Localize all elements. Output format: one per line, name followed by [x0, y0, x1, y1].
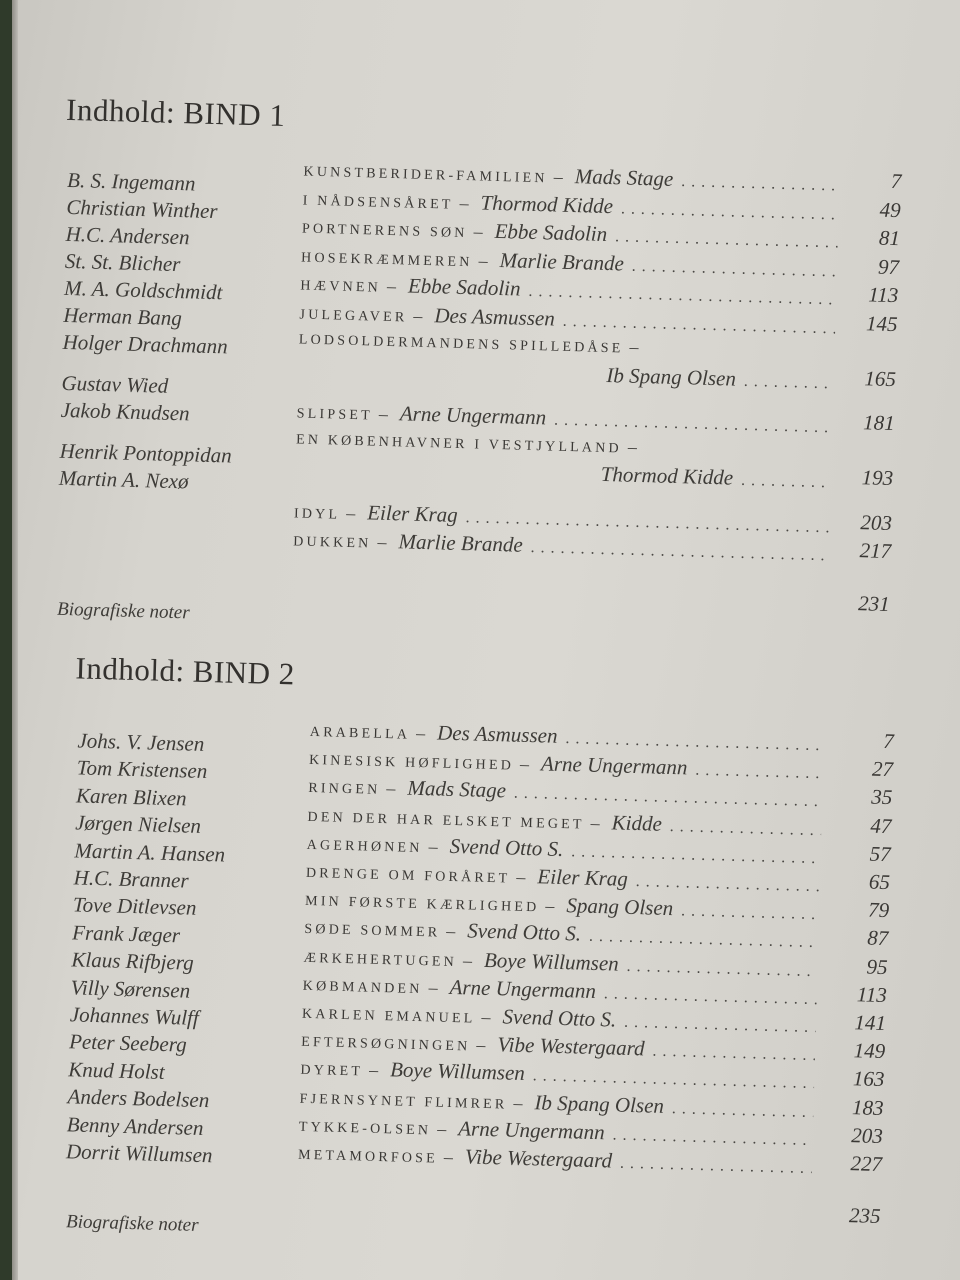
illustrator-name: Svend Otto S.	[449, 833, 564, 861]
leader-dots	[681, 173, 840, 195]
dash-separator: –	[346, 502, 356, 523]
entry-author: Henrik Pontoppidan	[59, 438, 232, 468]
leader-dots	[624, 1014, 816, 1037]
story-title: HOSEKRÆMMEREN	[300, 249, 473, 270]
entry-author: Tom Kristensen	[76, 755, 208, 784]
story-title: TYKKE-OLSEN	[298, 1119, 432, 1139]
page-number: 95	[866, 954, 888, 979]
dash-separator: –	[368, 1060, 379, 1081]
biographical-notes-label: Biografiske noter	[65, 1211, 199, 1237]
illustrator-name: Des Asmussen	[436, 720, 558, 748]
dash-separator: –	[428, 977, 438, 998]
leader-dots	[565, 730, 824, 755]
page-number: 183	[851, 1094, 884, 1120]
story-title: ÆRKEHERTUGEN	[303, 950, 458, 970]
dash-separator: –	[629, 336, 639, 357]
page-number: 27	[871, 756, 894, 782]
notes-page-number: 235	[848, 1203, 881, 1229]
leader-dots	[695, 762, 823, 784]
entry-author: M. A. Goldschmidt	[63, 275, 223, 305]
entry-author: Martin A. Nexø	[58, 465, 189, 494]
entry-author: H.C. Andersen	[65, 221, 190, 250]
illustrator-name: Boye Willumsen	[389, 1057, 526, 1086]
story-title: SØDE SOMMER	[304, 922, 441, 942]
entry-author: B. S. Ingemann	[66, 167, 196, 196]
illustrator-name: Ebbe Sadolin	[494, 218, 608, 246]
dash-separator: –	[386, 275, 397, 297]
illustrator-name: Kidde	[611, 809, 663, 836]
entry-author: Karen Blixen	[75, 783, 187, 811]
dash-separator: –	[476, 1034, 486, 1056]
leader-dots	[589, 928, 819, 952]
page-number: 181	[862, 410, 896, 436]
page-number: 203	[851, 1122, 884, 1148]
entry-author: Johs. V. Jensen	[77, 728, 205, 756]
page-number: 35	[870, 784, 893, 810]
entry-author: Peter Seeberg	[68, 1029, 188, 1057]
entry-author: Benny Andersen	[66, 1111, 204, 1140]
dash-separator: –	[437, 1118, 447, 1139]
page-number: 79	[867, 897, 890, 923]
page-number: 141	[854, 1010, 887, 1036]
notes-page-number: 231	[857, 590, 891, 616]
entry-author: Frank Jæger	[71, 920, 181, 948]
story-title: SLIPSET	[296, 406, 374, 424]
page-number: 193	[861, 465, 894, 491]
dash-separator: –	[446, 921, 456, 942]
dash-separator: –	[545, 895, 555, 916]
story-title: EN KØBENHAVNER I VESTJYLLAND	[295, 431, 623, 456]
entry-author: Holger Drachmann	[62, 329, 229, 359]
entry-author: Johannes Wulff	[69, 1002, 200, 1030]
entry-author: Villy Sørensen	[70, 974, 191, 1003]
entry-author: Gustav Wied	[61, 370, 169, 398]
illustrator-name: Svend Otto S.	[467, 918, 582, 946]
leader-dots	[615, 228, 838, 252]
leader-dots	[571, 843, 821, 868]
leader-dots	[530, 539, 829, 565]
leader-dots	[670, 818, 822, 840]
page-number: 217	[859, 538, 892, 564]
dash-separator: –	[443, 1146, 454, 1168]
dash-separator: –	[478, 249, 488, 271]
page-number: 87	[867, 925, 889, 951]
illustrator-name: Mads Stage	[407, 776, 507, 803]
story-title: PORTNERENS SØN	[301, 221, 468, 242]
illustrator-name: Vibe Westergaard	[497, 1032, 645, 1061]
entry-author: Jørgen Nielsen	[74, 810, 202, 839]
leader-dots	[681, 903, 819, 925]
leader-dots	[604, 985, 817, 1009]
story-title: LODSOLDERMANDENS SPILLEDÅSE	[298, 332, 624, 357]
page-number: 163	[852, 1066, 885, 1092]
page-number: 203	[860, 509, 893, 535]
illustrator-name: Ebbe Sadolin	[407, 273, 521, 301]
story-title: KØBMANDEN	[302, 978, 423, 997]
book-page	[12, 0, 960, 1280]
dash-separator: –	[481, 1006, 491, 1028]
illustrator-name: Des Asmussen	[434, 302, 556, 331]
illustrator-name: Svend Otto S.	[502, 1004, 617, 1032]
dash-separator: –	[516, 866, 526, 887]
page-number: 227	[850, 1151, 883, 1177]
dash-separator: –	[459, 192, 469, 213]
story-title: KARLEN EMANUEL	[301, 1006, 476, 1027]
dash-separator: –	[519, 753, 530, 775]
story-title: KUNSTBERIDER-FAMILIEN	[303, 164, 548, 187]
illustrator-name: Ib Spang Olsen	[606, 362, 737, 391]
story-title: FJERNSYNET FLIMRER	[299, 1091, 508, 1113]
table-of-contents	[12, 0, 960, 1280]
story-title: HÆVNEN	[300, 278, 382, 296]
story-title: ARABELLA	[309, 724, 411, 743]
page-number: 165	[864, 365, 897, 391]
dash-separator: –	[590, 812, 600, 833]
story-title: DRENGE OM FORÅRET	[305, 865, 511, 887]
illustrator-name: Thormod Kidde	[600, 461, 734, 490]
story-title: EFTERSØGNINGEN	[301, 1034, 471, 1055]
entry-author: Christian Winther	[66, 194, 218, 224]
story-title: DYRET	[300, 1063, 364, 1080]
page-number: 7	[883, 728, 895, 754]
illustrator-name: Arne Ungermann	[399, 401, 547, 430]
page-number: 49	[879, 197, 902, 222]
page-number: 145	[865, 310, 898, 336]
entry-author: Anders Bodelsen	[67, 1084, 210, 1113]
page-number: 113	[856, 982, 888, 1007]
dash-separator: –	[386, 778, 396, 799]
story-title: MIN FØRSTE KÆRLIGHED	[304, 894, 540, 916]
entry-author: Jakob Knudsen	[60, 397, 190, 426]
story-title: KINESISK HØFLIGHED	[308, 753, 515, 774]
illustrator-name: Ib Spang Olsen	[534, 1089, 665, 1118]
leader-dots	[532, 1068, 814, 1094]
illustrator-name: Boye Willumsen	[483, 947, 620, 976]
page-number: 47	[870, 813, 892, 838]
entry-author: Knud Holst	[68, 1057, 165, 1084]
illustrator-name: Arne Ungermann	[449, 974, 597, 1003]
leader-dots	[621, 200, 839, 224]
entry-author: Dorrit Willumsen	[65, 1139, 213, 1168]
dash-separator: –	[377, 531, 387, 552]
biographical-notes-label: Biografiske noter	[56, 598, 190, 623]
dash-separator: –	[428, 836, 438, 857]
leader-dots	[626, 957, 817, 980]
dash-separator: –	[462, 949, 473, 971]
illustrator-name: Arne Ungermann	[540, 751, 688, 780]
page-number: 149	[853, 1038, 886, 1064]
illustrator-name: Vibe Westergaard	[464, 1144, 613, 1173]
story-title: METAMORFOSE	[297, 1147, 439, 1167]
story-title: JULEGAVER	[299, 306, 408, 325]
entry-author: Klaus Rifbjerg	[71, 947, 195, 975]
leader-dots	[562, 312, 835, 338]
dash-separator: –	[627, 436, 638, 457]
page-number: 7	[890, 168, 902, 194]
dash-separator: –	[553, 166, 564, 187]
page-number: 97	[877, 254, 900, 279]
illustrator-name: Arne Ungermann	[457, 1115, 605, 1145]
leader-dots	[744, 372, 834, 393]
page-number: 81	[878, 225, 901, 251]
story-title: IDYL	[293, 505, 341, 523]
illustrator-name: Marlie Brande	[499, 247, 625, 275]
leader-dots	[652, 1043, 815, 1066]
entry-author: Martin A. Hansen	[74, 837, 226, 867]
dash-separator: –	[473, 221, 483, 242]
leader-dots	[636, 873, 820, 896]
leader-dots	[528, 283, 836, 310]
volume-title: Indhold: BIND 1	[65, 91, 286, 133]
leader-dots	[632, 257, 838, 281]
entry-author: Tove Ditlevsen	[72, 892, 197, 921]
illustrator-name: Spang Olsen	[566, 893, 674, 921]
story-title: AGERHØNEN	[306, 837, 423, 856]
page-number: 113	[868, 282, 899, 308]
entry-author: Herman Bang	[63, 302, 183, 331]
illustrator-name: Eiler Krag	[366, 499, 459, 527]
leader-dots	[672, 1100, 814, 1122]
story-title: DUKKEN	[292, 534, 372, 552]
story-title: RINGEN	[308, 781, 381, 799]
entry-author: H.C. Branner	[73, 865, 189, 893]
page-number: 65	[868, 869, 891, 895]
page-number: 57	[869, 841, 892, 866]
story-title: I NÅDSENSÅRET	[302, 192, 454, 213]
leader-dots	[620, 1155, 812, 1178]
dash-separator: –	[378, 403, 389, 424]
dash-separator: –	[513, 1092, 523, 1113]
entry-author: St. St. Blicher	[64, 248, 181, 277]
illustrator-name: Marlie Brande	[398, 529, 524, 557]
illustrator-name: Thormod Kidde	[480, 189, 614, 218]
volume-title: Indhold: BIND 2	[75, 650, 296, 692]
illustrator-name: Eiler Krag	[537, 864, 629, 891]
dash-separator: –	[413, 305, 423, 326]
leader-dots	[554, 412, 833, 438]
story-title: DEN DER HAR ELSKET MEGET	[307, 809, 585, 833]
dash-separator: –	[415, 722, 426, 744]
leader-dots	[741, 472, 831, 493]
illustrator-name: Mads Stage	[574, 164, 674, 191]
leader-dots	[612, 1126, 813, 1150]
